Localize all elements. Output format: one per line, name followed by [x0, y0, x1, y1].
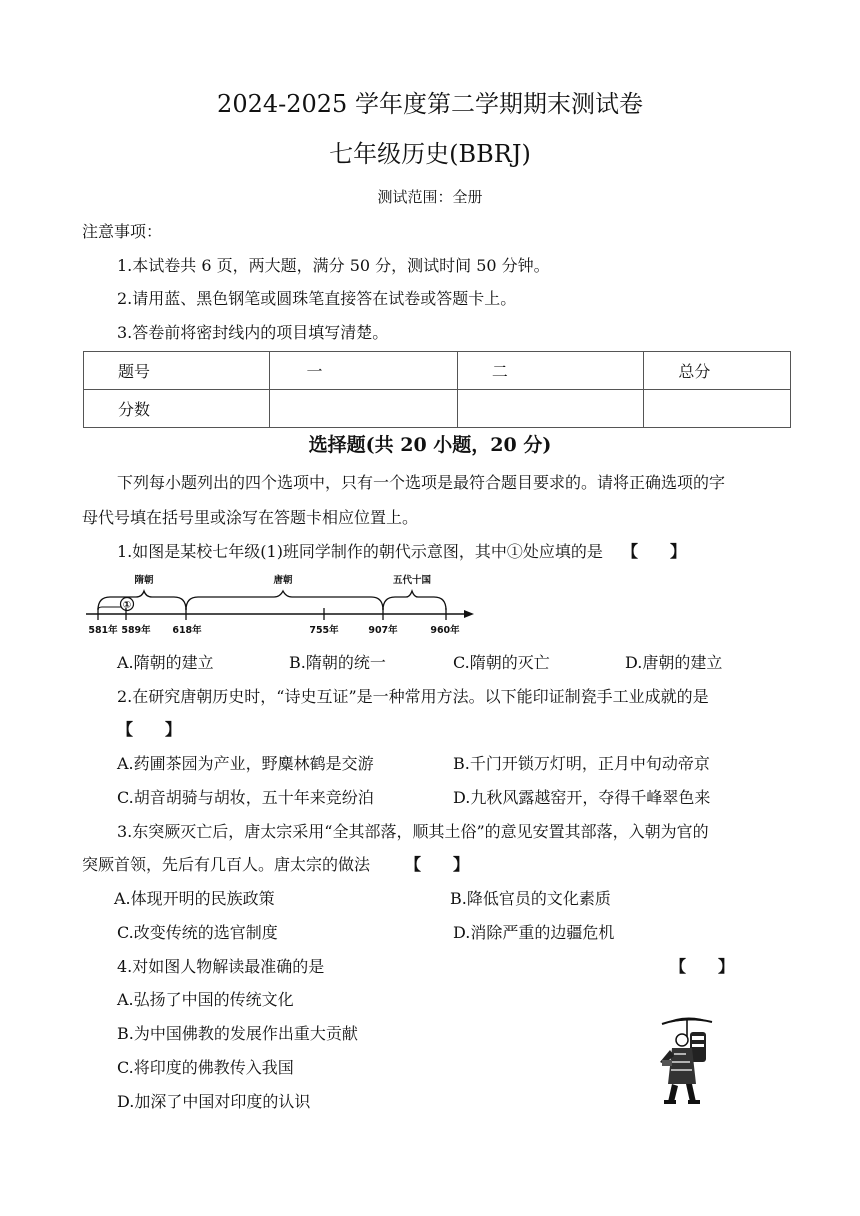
table-cell-header: 题号 — [84, 352, 270, 390]
q2-option-b[interactable]: B.千门开锁万灯明，正月中旬动帝京 — [453, 754, 710, 773]
section-instruction: 下列每小题列出的四个选项中，只有一个选项是最符合题目要求的。请将正确选项的字 — [117, 473, 726, 492]
score-cell-1[interactable] — [270, 390, 457, 428]
q1-option-c[interactable]: C.隋朝的灭亡 — [453, 653, 550, 672]
brace-five-dynasties — [383, 591, 446, 610]
notes-heading: 注意事项： — [82, 222, 163, 241]
monk-figure-image — [656, 1010, 718, 1106]
exam-title: 2024-2025 学年度第二学期期末测试卷 — [217, 90, 643, 118]
answer-bracket-q2[interactable]: 【 】 — [117, 720, 182, 739]
q3-option-a[interactable]: A.体现开明的民族政策 — [114, 889, 275, 908]
q4-option-c[interactable]: C.将印度的佛教传入我国 — [117, 1058, 294, 1077]
q3-option-d[interactable]: D.消除严重的边疆危机 — [453, 923, 615, 942]
q3-option-c[interactable]: C.改变传统的选官制度 — [117, 923, 278, 942]
score-cell-total[interactable] — [644, 390, 791, 428]
brace-tang — [186, 591, 383, 610]
q3-option-b[interactable]: B.降低官员的文化素质 — [450, 889, 611, 908]
timeline-label-five-dynasties: 五代十国 — [392, 575, 432, 586]
table-row — [84, 352, 791, 390]
tick-label: 581年 — [88, 625, 118, 636]
answer-bracket-q3[interactable]: 【 】 — [405, 855, 470, 874]
note-item: 1.本试卷共 6 页，两大题，满分 50 分，测试时间 50 分钟。 — [117, 256, 550, 275]
q1-option-a[interactable]: A.隋朝的建立 — [117, 653, 214, 672]
answer-bracket-q1[interactable]: 【 】 — [622, 542, 687, 561]
tick-label: 960年 — [430, 625, 460, 636]
question-3-stem-cont: 突厥首领，先后有几百人。唐太宗的做法 — [82, 855, 371, 874]
dynasty-timeline — [86, 570, 486, 642]
section-instruction-cont: 母代号填在括号里或涂写在答题卡相应位置上。 — [82, 508, 419, 527]
q2-option-d[interactable]: D.九秋风露越窑开，夺得千峰翠色来 — [453, 788, 711, 807]
table-cell-label: 分数 — [84, 390, 270, 428]
table-row — [84, 390, 791, 428]
q2-option-a[interactable]: A.药圃茶园为产业，野麋林鹤是交游 — [117, 754, 374, 773]
table-cell-header: 一 — [270, 352, 457, 390]
q2-option-c[interactable]: C.胡音胡骑与胡妆，五十年来竞纷泊 — [117, 788, 374, 807]
note-item: 3.答卷前将密封线内的项目填写清楚。 — [117, 323, 389, 342]
q1-option-b[interactable]: B.隋朝的统一 — [289, 653, 386, 672]
tick-label: 618年 — [172, 625, 202, 636]
tick-label: 907年 — [368, 625, 398, 636]
question-2-stem: 2.在研究唐朝历史时，“诗史互证”是一种常用方法。以下能印证制瓷手工业成就的是 — [117, 687, 709, 706]
q1-option-d[interactable]: D.唐朝的建立 — [625, 653, 723, 672]
q4-option-a[interactable]: A.弘扬了中国的传统文化 — [117, 990, 294, 1009]
q4-option-d[interactable]: D.加深了中国对印度的认识 — [117, 1092, 311, 1111]
table-cell-header: 总分 — [644, 352, 791, 390]
note-item: 2.请用蓝、黑色钢笔或圆珠笔直接答在试卷或答题卡上。 — [117, 289, 517, 308]
score-cell-2[interactable] — [457, 390, 643, 428]
tick-label: 589年 — [121, 625, 151, 636]
exam-subtitle: 七年级历史(BBRJ) — [329, 140, 531, 168]
timeline-label-sui: 隋朝 — [134, 575, 154, 586]
timeline-marker: ① — [122, 600, 132, 611]
section-title: 选择题(共 20 小题，20 分) — [308, 434, 552, 456]
tick-label: 755年 — [309, 625, 339, 636]
score-table — [83, 351, 791, 428]
question-4-stem: 4.对如图人物解读最准确的是 — [117, 957, 325, 976]
table-cell-header: 二 — [457, 352, 643, 390]
test-scope: 测试范围：全册 — [377, 188, 483, 206]
q4-option-b[interactable]: B.为中国佛教的发展作出重大贡献 — [117, 1024, 358, 1043]
timeline-label-tang: 唐朝 — [273, 575, 293, 586]
question-3-stem: 3.东突厥灭亡后，唐太宗采用“全其部落，顺其土俗”的意见安置其部落，入朝为官的 — [117, 822, 709, 841]
answer-bracket-q4[interactable]: 【 】 — [670, 957, 735, 976]
timeline-arrow — [464, 610, 474, 618]
question-1-stem: 1.如图是某校七年级(1)班同学制作的朝代示意图，其中①处应填的是 — [117, 542, 603, 561]
